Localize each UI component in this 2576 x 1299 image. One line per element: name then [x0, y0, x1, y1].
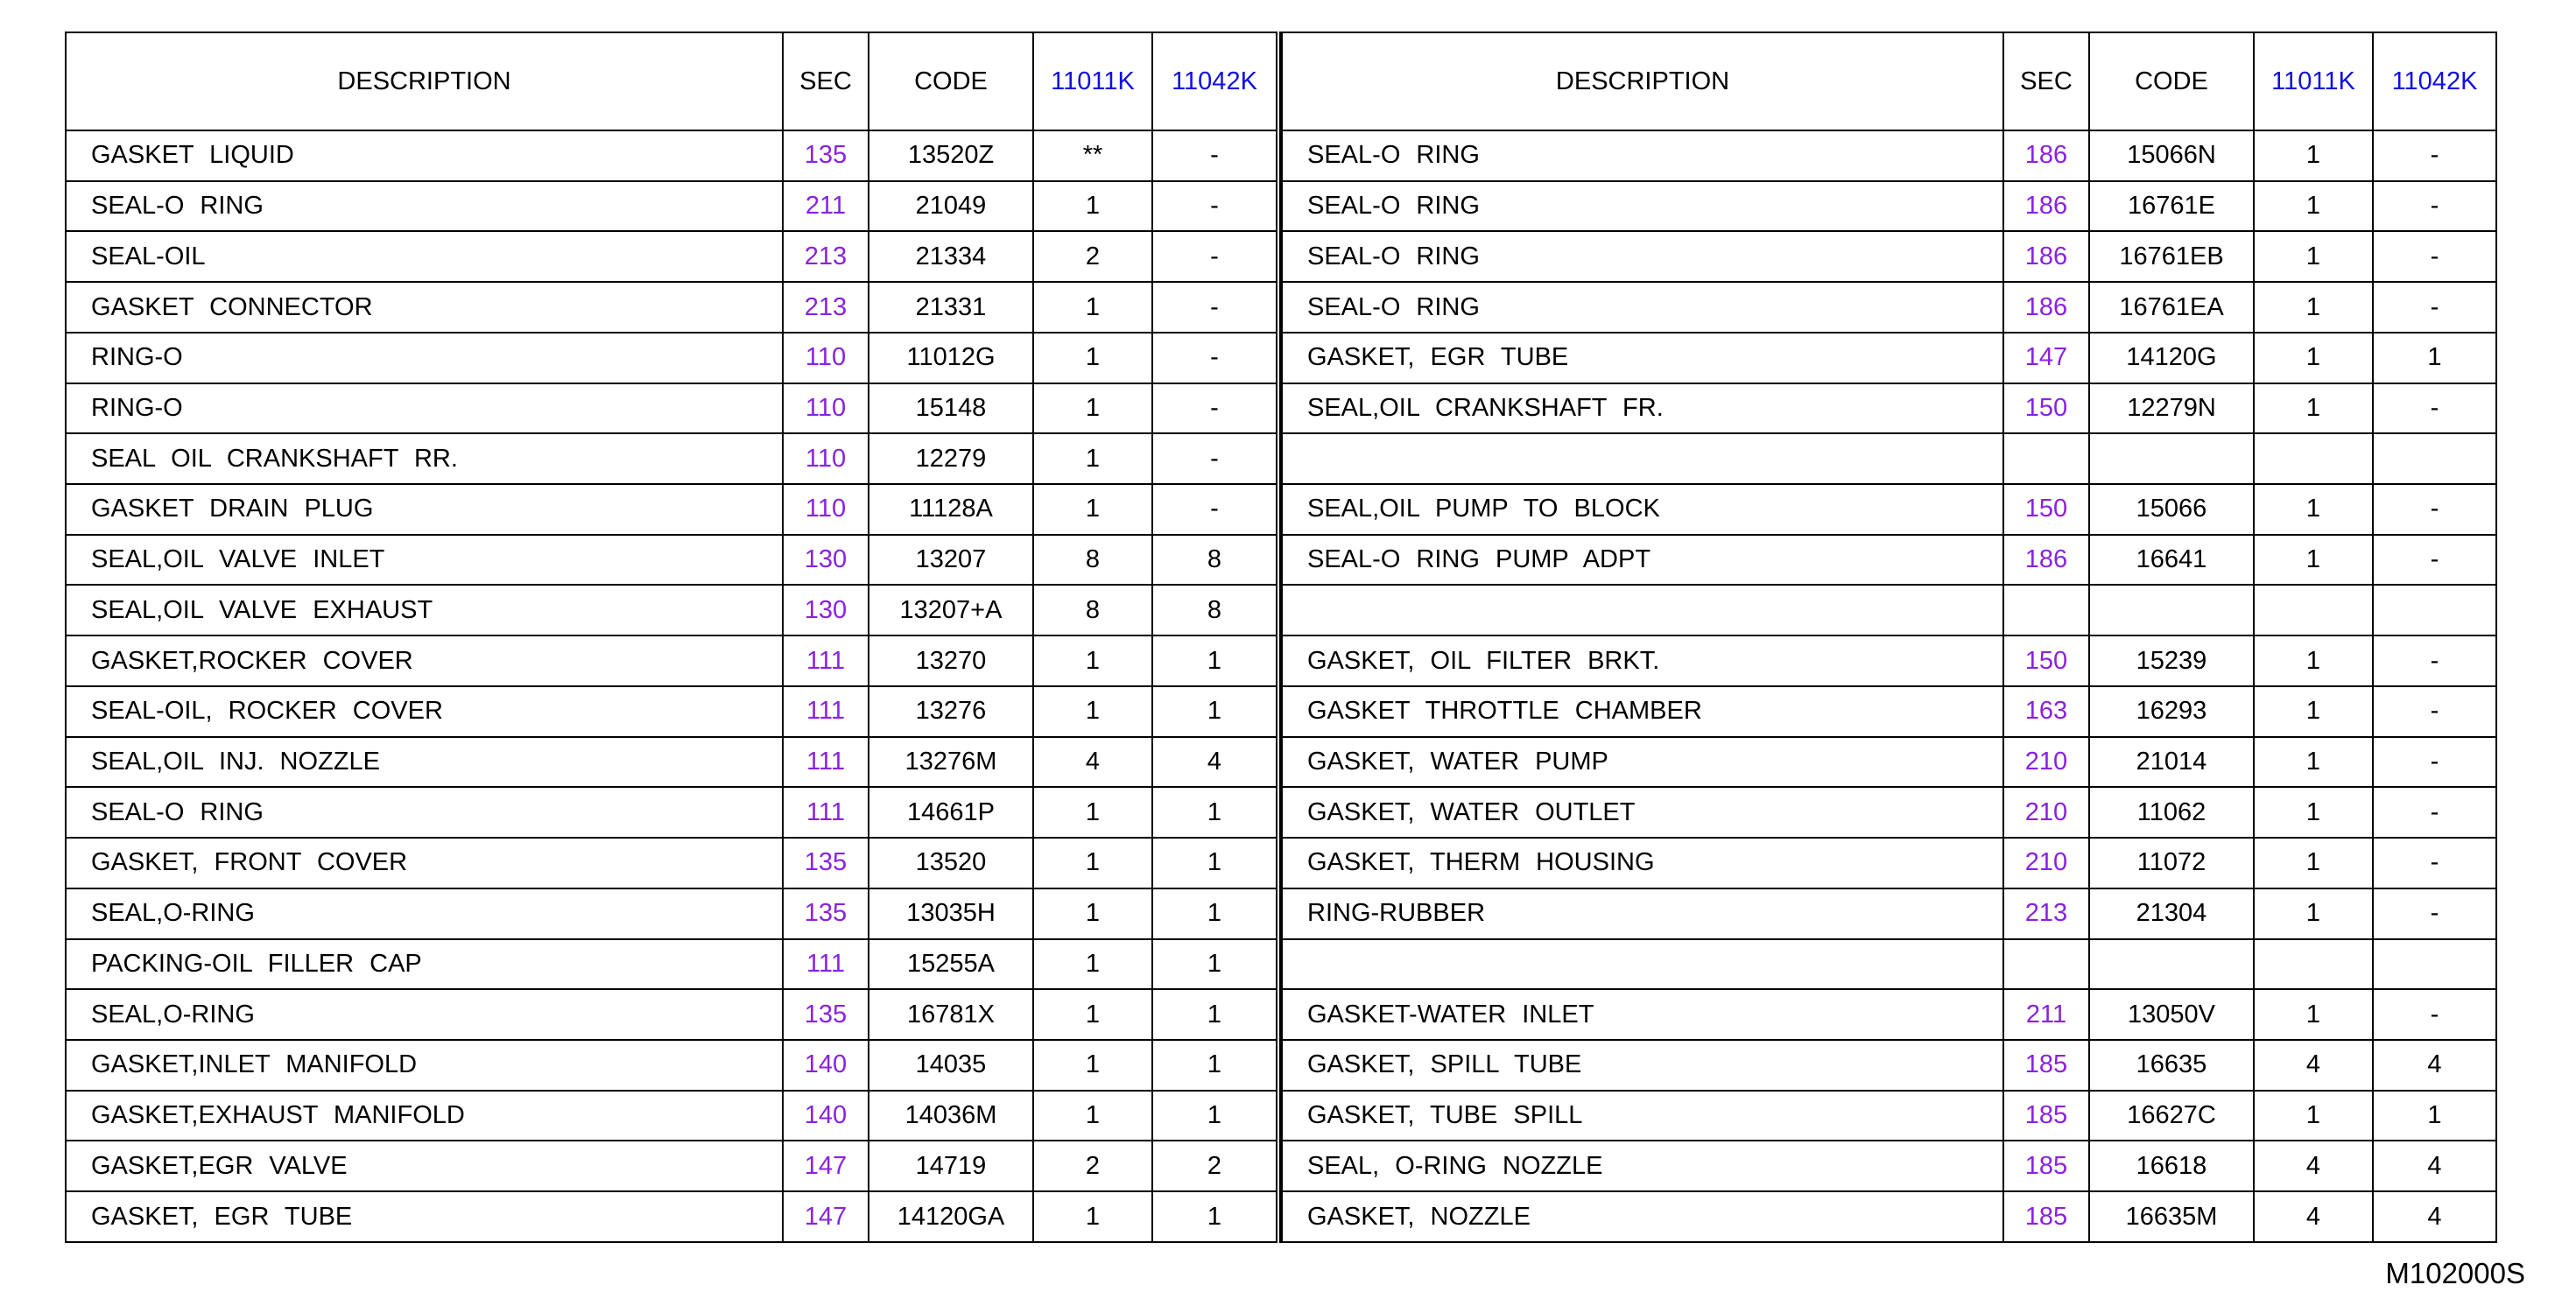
qty-11042k-cell: - — [1152, 231, 1277, 282]
qty-11011k-cell: 1 — [1033, 635, 1152, 686]
qty-11042k-cell: - — [1152, 181, 1277, 232]
sec-cell: 130 — [783, 585, 869, 635]
parts-table-right — [1281, 32, 2497, 1243]
code-cell: 13276 — [869, 686, 1033, 737]
qty-11011k-cell: 1 — [2254, 484, 2373, 535]
qty-11042k-cell: - — [2373, 535, 2496, 586]
qty-11011k-cell — [2254, 433, 2373, 484]
qty-11042k-cell: 1 — [1152, 888, 1277, 939]
code-cell: 15255A — [869, 939, 1033, 990]
table-row — [66, 838, 1277, 888]
description-cell: GASKET, WATER OUTLET — [1282, 787, 2003, 838]
table-row — [66, 282, 1277, 333]
qty-11042k-cell: 1 — [1152, 787, 1277, 838]
qty-11011k-cell: 1 — [2254, 231, 2373, 282]
code-cell: 16618 — [2089, 1141, 2254, 1191]
description-cell: SEAL,OIL VALVE EXHAUST — [66, 585, 783, 635]
qty-11011k-cell: 4 — [2254, 1141, 2373, 1191]
code-cell: 13520 — [869, 838, 1033, 888]
qty-11011k-cell: 1 — [2254, 686, 2373, 737]
qty-11011k-cell: 1 — [1033, 787, 1152, 838]
code-cell: 21304 — [2089, 888, 2254, 939]
table-row — [1282, 939, 2496, 990]
table-row — [1282, 1091, 2496, 1141]
description-cell — [1282, 433, 2003, 484]
table-row — [66, 989, 1277, 1040]
qty-11011k-cell: 4 — [1033, 737, 1152, 788]
description-cell: SEAL-O RING — [1282, 282, 2003, 333]
code-cell: 13270 — [869, 635, 1033, 686]
table-row — [66, 333, 1277, 383]
qty-11042k-cell: 1 — [1152, 1091, 1277, 1141]
code-cell: 21049 — [869, 181, 1033, 232]
qty-11011k-cell: 1 — [1033, 433, 1152, 484]
sec-cell: 150 — [2003, 635, 2089, 686]
qty-11011k-cell: 1 — [1033, 1191, 1152, 1242]
description-cell: SEAL-OIL, ROCKER COVER — [66, 686, 783, 737]
description-cell: SEAL-O RING — [1282, 130, 2003, 181]
sec-cell: 130 — [783, 535, 869, 586]
table-row — [1282, 888, 2496, 939]
header-code: CODE — [2089, 32, 2254, 130]
qty-11011k-cell: 1 — [1033, 181, 1152, 232]
code-cell: 16761EA — [2089, 282, 2254, 333]
qty-11042k-cell — [2373, 939, 2496, 990]
left-table-body — [66, 130, 1277, 1242]
qty-11042k-cell: - — [2373, 989, 2496, 1040]
sec-cell: 111 — [783, 686, 869, 737]
code-cell — [2089, 585, 2254, 635]
code-cell: 16761EB — [2089, 231, 2254, 282]
code-cell: 14120GA — [869, 1191, 1033, 1242]
qty-11042k-cell: - — [2373, 686, 2496, 737]
qty-11011k-cell: 1 — [1033, 939, 1152, 990]
qty-11011k-cell: 1 — [1033, 686, 1152, 737]
sec-cell: 147 — [783, 1191, 869, 1242]
qty-11042k-cell: 1 — [1152, 838, 1277, 888]
table-row — [66, 1091, 1277, 1141]
qty-11042k-cell: 1 — [2373, 333, 2496, 383]
qty-11042k-cell: - — [2373, 635, 2496, 686]
qty-11011k-cell: 8 — [1033, 535, 1152, 586]
sec-cell: 211 — [783, 181, 869, 232]
qty-11011k-cell: 1 — [1033, 1040, 1152, 1091]
qty-11011k-cell: 1 — [2254, 130, 2373, 181]
right-table-body — [1282, 130, 2496, 1242]
qty-11042k-cell: 4 — [2373, 1141, 2496, 1191]
sec-cell: 111 — [783, 737, 869, 788]
description-cell: GASKET, NOZZLE — [1282, 1191, 2003, 1242]
code-cell: 15239 — [2089, 635, 2254, 686]
qty-11011k-cell: 2 — [1033, 1141, 1152, 1191]
qty-11042k-cell: - — [2373, 888, 2496, 939]
table-row — [66, 737, 1277, 788]
description-cell: RING-RUBBER — [1282, 888, 2003, 939]
table-row — [1282, 433, 2496, 484]
table-row — [66, 1191, 1277, 1242]
description-cell: SEAL-OIL — [66, 231, 783, 282]
qty-11042k-cell: - — [1152, 433, 1277, 484]
qty-11011k-cell: 1 — [1033, 282, 1152, 333]
qty-11042k-cell — [2373, 433, 2496, 484]
qty-11011k-cell — [2254, 939, 2373, 990]
code-cell: 13276M — [869, 737, 1033, 788]
table-row — [1282, 1141, 2496, 1191]
sec-cell: 213 — [2003, 888, 2089, 939]
qty-11042k-cell: 1 — [1152, 939, 1277, 990]
sec-cell: 135 — [783, 989, 869, 1040]
sec-cell: 185 — [2003, 1091, 2089, 1141]
qty-11042k-cell: - — [2373, 838, 2496, 888]
header-model-11011k: 11011K — [1033, 32, 1152, 130]
description-cell: SEAL,O-RING — [66, 989, 783, 1040]
table-row — [1282, 535, 2496, 586]
table-row — [66, 383, 1277, 434]
qty-11042k-cell: 8 — [1152, 535, 1277, 586]
qty-11042k-cell — [2373, 585, 2496, 635]
qty-11011k-cell: 1 — [2254, 282, 2373, 333]
table-row — [1282, 383, 2496, 434]
sec-cell: 185 — [2003, 1040, 2089, 1091]
description-cell: SEAL,O-RING — [66, 888, 783, 939]
sec-cell: 213 — [783, 231, 869, 282]
qty-11042k-cell: - — [2373, 130, 2496, 181]
table-row — [66, 231, 1277, 282]
description-cell: SEAL,OIL CRANKSHAFT FR. — [1282, 383, 2003, 434]
code-cell: 15148 — [869, 383, 1033, 434]
description-cell: SEAL-O RING — [1282, 181, 2003, 232]
qty-11011k-cell: 1 — [2254, 1091, 2373, 1141]
qty-11011k-cell: 1 — [2254, 635, 2373, 686]
code-cell: 16761E — [2089, 181, 2254, 232]
code-cell: 15066N — [2089, 130, 2254, 181]
description-cell: GASKET, FRONT COVER — [66, 838, 783, 888]
qty-11042k-cell: 1 — [1152, 1040, 1277, 1091]
qty-11011k-cell: 2 — [1033, 231, 1152, 282]
sec-cell: 135 — [783, 130, 869, 181]
sec-cell: 111 — [783, 939, 869, 990]
description-cell: PACKING-OIL FILLER CAP — [66, 939, 783, 990]
qty-11011k-cell: 1 — [2254, 787, 2373, 838]
description-cell: SEAL,OIL INJ. NOZZLE — [66, 737, 783, 788]
table-row — [66, 535, 1277, 586]
code-cell: 14035 — [869, 1040, 1033, 1091]
qty-11011k-cell: 1 — [2254, 535, 2373, 586]
table-row — [1282, 585, 2496, 635]
table-row — [1282, 838, 2496, 888]
description-cell: SEAL,OIL PUMP TO BLOCK — [1282, 484, 2003, 535]
sec-cell: 163 — [2003, 686, 2089, 737]
qty-11042k-cell: 4 — [1152, 737, 1277, 788]
header-model-11011k: 11011K — [2254, 32, 2373, 130]
description-cell: GASKET,EGR VALVE — [66, 1141, 783, 1191]
qty-11042k-cell: 1 — [1152, 635, 1277, 686]
sec-cell: 111 — [783, 635, 869, 686]
sec-cell: 186 — [2003, 130, 2089, 181]
table-row — [66, 939, 1277, 990]
qty-11042k-cell: 1 — [1152, 686, 1277, 737]
description-cell: GASKET, THERM HOUSING — [1282, 838, 2003, 888]
code-cell: 16641 — [2089, 535, 2254, 586]
header-sec: SEC — [2003, 32, 2089, 130]
table-row — [66, 484, 1277, 535]
sec-cell: 186 — [2003, 181, 2089, 232]
code-cell: 12279 — [869, 433, 1033, 484]
table-row — [66, 888, 1277, 939]
qty-11011k-cell: 4 — [2254, 1191, 2373, 1242]
sec-cell: 210 — [2003, 787, 2089, 838]
description-cell — [1282, 939, 2003, 990]
qty-11042k-cell: - — [2373, 282, 2496, 333]
qty-11011k-cell: 1 — [2254, 181, 2373, 232]
table-row — [66, 686, 1277, 737]
qty-11042k-cell: - — [2373, 383, 2496, 434]
qty-11011k-cell: 8 — [1033, 585, 1152, 635]
qty-11042k-cell: - — [1152, 130, 1277, 181]
table-row — [66, 433, 1277, 484]
sec-cell: 150 — [2003, 383, 2089, 434]
qty-11011k-cell: 1 — [1033, 838, 1152, 888]
qty-11011k-cell: 1 — [1033, 989, 1152, 1040]
description-cell: SEAL-O RING — [1282, 231, 2003, 282]
table-row — [66, 585, 1277, 635]
table-row — [66, 635, 1277, 686]
qty-11011k-cell: 4 — [2254, 1040, 2373, 1091]
sec-cell: 185 — [2003, 1191, 2089, 1242]
qty-11042k-cell: 1 — [2373, 1091, 2496, 1141]
code-cell: 13050V — [2089, 989, 2254, 1040]
sec-cell — [2003, 585, 2089, 635]
table-row — [1282, 484, 2496, 535]
qty-11011k-cell: 1 — [2254, 888, 2373, 939]
sec-cell: 135 — [783, 888, 869, 939]
qty-11011k-cell: 1 — [1033, 888, 1152, 939]
qty-11011k-cell: 1 — [2254, 737, 2373, 788]
code-cell: 16627C — [2089, 1091, 2254, 1141]
sec-cell: 147 — [2003, 333, 2089, 383]
qty-11011k-cell: 1 — [2254, 989, 2373, 1040]
sec-cell: 147 — [783, 1141, 869, 1191]
description-cell: SEAL, O-RING NOZZLE — [1282, 1141, 2003, 1191]
description-cell: GASKET, EGR TUBE — [66, 1191, 783, 1242]
qty-11042k-cell: - — [2373, 181, 2496, 232]
qty-11011k-cell: 1 — [2254, 333, 2373, 383]
description-cell: GASKET, OIL FILTER BRKT. — [1282, 635, 2003, 686]
code-cell: 16781X — [869, 989, 1033, 1040]
code-cell: 14661P — [869, 787, 1033, 838]
code-cell: 16293 — [2089, 686, 2254, 737]
sec-cell: 210 — [2003, 737, 2089, 788]
table-row — [66, 787, 1277, 838]
code-cell: 11012G — [869, 333, 1033, 383]
table-row — [1282, 989, 2496, 1040]
description-cell: SEAL OIL CRANKSHAFT RR. — [66, 433, 783, 484]
sec-cell — [2003, 939, 2089, 990]
qty-11042k-cell: - — [1152, 333, 1277, 383]
description-cell: GASKET DRAIN PLUG — [66, 484, 783, 535]
table-row — [1282, 1040, 2496, 1091]
code-cell: 21334 — [869, 231, 1033, 282]
sec-cell: 186 — [2003, 535, 2089, 586]
header-model-11042k: 11042K — [2373, 32, 2496, 130]
sec-cell: 150 — [2003, 484, 2089, 535]
qty-11011k-cell — [2254, 585, 2373, 635]
qty-11042k-cell: - — [2373, 787, 2496, 838]
description-cell: RING-O — [66, 333, 783, 383]
qty-11042k-cell: 4 — [2373, 1040, 2496, 1091]
qty-11042k-cell: 2 — [1152, 1141, 1277, 1191]
header-model-11042k: 11042K — [1152, 32, 1277, 130]
qty-11011k-cell: 1 — [2254, 838, 2373, 888]
qty-11042k-cell: - — [1152, 282, 1277, 333]
description-cell: GASKET-WATER INLET — [1282, 989, 2003, 1040]
qty-11042k-cell: - — [1152, 484, 1277, 535]
code-cell: 15066 — [2089, 484, 2254, 535]
description-cell: SEAL-O RING PUMP ADPT — [1282, 535, 2003, 586]
description-cell: GASKET,ROCKER COVER — [66, 635, 783, 686]
qty-11011k-cell: 1 — [2254, 383, 2373, 434]
description-cell: GASKET,EXHAUST MANIFOLD — [66, 1091, 783, 1141]
qty-11011k-cell: ** — [1033, 130, 1152, 181]
code-cell: 11128A — [869, 484, 1033, 535]
table-row — [1282, 333, 2496, 383]
code-cell: 16635 — [2089, 1040, 2254, 1091]
table-row — [1282, 635, 2496, 686]
table-row — [66, 181, 1277, 232]
description-cell — [1282, 585, 2003, 635]
sec-cell: 110 — [783, 383, 869, 434]
code-cell: 13207+A — [869, 585, 1033, 635]
qty-11011k-cell: 1 — [1033, 1091, 1152, 1141]
qty-11042k-cell: 1 — [1152, 989, 1277, 1040]
description-cell: GASKET CONNECTOR — [66, 282, 783, 333]
sec-cell: 135 — [783, 838, 869, 888]
sec-cell: 186 — [2003, 282, 2089, 333]
description-cell: GASKET,INLET MANIFOLD — [66, 1040, 783, 1091]
description-cell: SEAL-O RING — [66, 181, 783, 232]
qty-11042k-cell: 8 — [1152, 585, 1277, 635]
qty-11042k-cell: - — [2373, 737, 2496, 788]
qty-11042k-cell: 1 — [1152, 1191, 1277, 1242]
header-description: DESCRIPTION — [1282, 32, 2003, 130]
qty-11011k-cell: 1 — [1033, 484, 1152, 535]
code-cell: 21331 — [869, 282, 1033, 333]
sec-cell: 213 — [783, 282, 869, 333]
sec-cell: 186 — [2003, 231, 2089, 282]
description-cell: GASKET THROTTLE CHAMBER — [1282, 686, 2003, 737]
table-row — [1282, 686, 2496, 737]
description-cell: GASKET LIQUID — [66, 130, 783, 181]
parts-table-left — [65, 32, 1277, 1243]
sec-cell: 110 — [783, 333, 869, 383]
table-row — [1282, 282, 2496, 333]
code-cell: 13207 — [869, 535, 1033, 586]
header-code: CODE — [869, 32, 1033, 130]
table-row — [66, 130, 1277, 181]
code-cell: 13520Z — [869, 130, 1033, 181]
code-cell: 21014 — [2089, 737, 2254, 788]
parts-sheet — [65, 32, 2495, 1243]
table-row — [66, 1141, 1277, 1191]
sec-cell: 140 — [783, 1091, 869, 1141]
code-cell: 16635M — [2089, 1191, 2254, 1242]
table-row — [66, 1040, 1277, 1091]
qty-11011k-cell: 1 — [1033, 383, 1152, 434]
sec-cell: 110 — [783, 433, 869, 484]
description-cell: GASKET, WATER PUMP — [1282, 737, 2003, 788]
table-row — [1282, 737, 2496, 788]
sec-cell: 140 — [783, 1040, 869, 1091]
qty-11042k-cell: - — [2373, 484, 2496, 535]
code-cell — [2089, 939, 2254, 990]
qty-11042k-cell: - — [2373, 231, 2496, 282]
code-cell: 14120G — [2089, 333, 2254, 383]
description-cell: GASKET, EGR TUBE — [1282, 333, 2003, 383]
qty-11042k-cell: 4 — [2373, 1191, 2496, 1242]
table-row — [1282, 787, 2496, 838]
header-sec: SEC — [783, 32, 869, 130]
qty-11042k-cell: - — [1152, 383, 1277, 434]
table-row — [1282, 1191, 2496, 1242]
sec-cell: 185 — [2003, 1141, 2089, 1191]
description-cell: SEAL,OIL VALVE INLET — [66, 535, 783, 586]
sec-cell: 211 — [2003, 989, 2089, 1040]
code-cell: 11072 — [2089, 838, 2254, 888]
table-row — [1282, 231, 2496, 282]
code-cell — [2089, 433, 2254, 484]
sec-cell: 110 — [783, 484, 869, 535]
code-cell: 11062 — [2089, 787, 2254, 838]
description-cell: RING-O — [66, 383, 783, 434]
description-cell: SEAL-O RING — [66, 787, 783, 838]
description-cell: GASKET, TUBE SPILL — [1282, 1091, 2003, 1141]
header-row — [66, 32, 1277, 130]
qty-11011k-cell: 1 — [1033, 333, 1152, 383]
figure-code: M102000S — [2385, 1257, 2525, 1289]
code-cell: 14719 — [869, 1141, 1033, 1191]
header-description: DESCRIPTION — [66, 32, 783, 130]
sec-cell: 210 — [2003, 838, 2089, 888]
code-cell: 14036M — [869, 1091, 1033, 1141]
sec-cell: 111 — [783, 787, 869, 838]
table-row — [1282, 181, 2496, 232]
sec-cell — [2003, 433, 2089, 484]
header-row — [1282, 32, 2496, 130]
description-cell: GASKET, SPILL TUBE — [1282, 1040, 2003, 1091]
code-cell: 12279N — [2089, 383, 2254, 434]
code-cell: 13035H — [869, 888, 1033, 939]
table-row — [1282, 130, 2496, 181]
